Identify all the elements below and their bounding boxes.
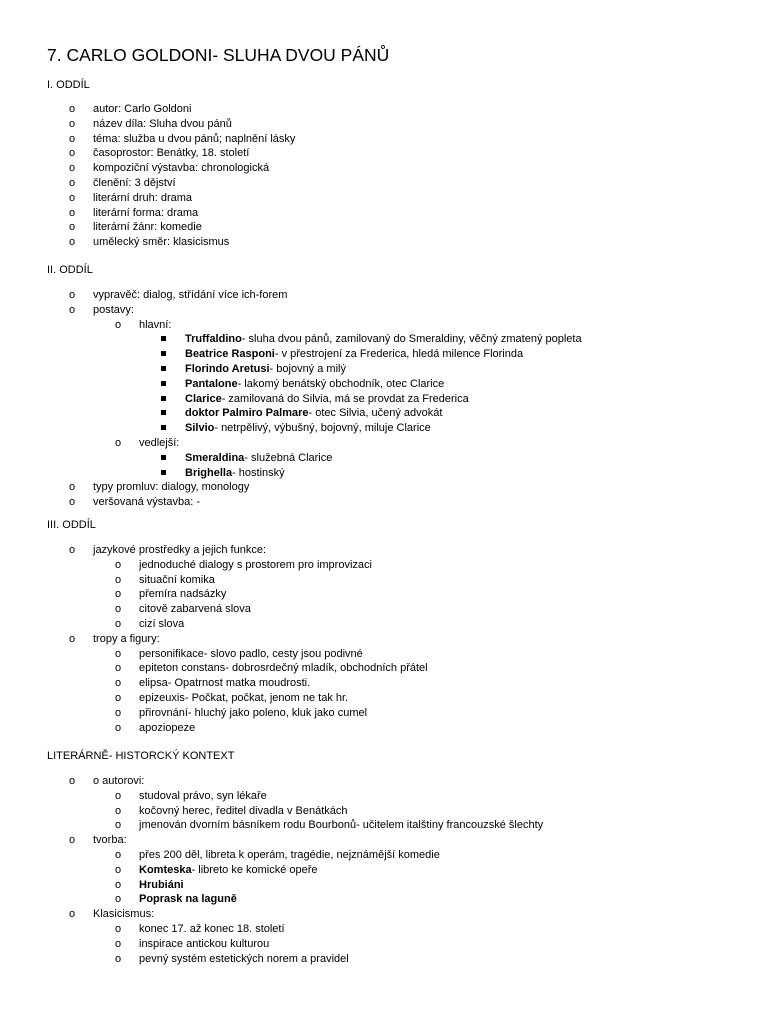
circle-bullet-icon: o bbox=[115, 937, 122, 950]
list-item: o epizeuxis- Počkat, počkat, jenom ne tak hr. bbox=[115, 691, 349, 704]
circle-bullet-icon: o bbox=[115, 878, 122, 891]
list-item: o typy promluv: dialogy, monology bbox=[69, 481, 250, 494]
circle-bullet-icon: o bbox=[69, 496, 76, 509]
circle-bullet-icon: o bbox=[115, 952, 122, 965]
circle-bullet-icon: o bbox=[115, 558, 122, 571]
circle-bullet-icon: o bbox=[69, 206, 76, 219]
list-item: o epiteton constans- dobrosrdečný mladík, obchodních přátel bbox=[115, 662, 428, 675]
circle-bullet-icon: o bbox=[115, 603, 122, 616]
character-item: Silvio- netrpělivý, výbušný, bojovný, miluje Clarice bbox=[0, 421, 768, 436]
list-item: o přirovnání- hluchý jako poleno, kluk jako cumel bbox=[115, 706, 368, 719]
list-item: o přemíra nadsázky bbox=[115, 588, 227, 601]
circle-bullet-icon: o bbox=[69, 632, 76, 645]
circle-bullet-icon: o bbox=[115, 789, 122, 802]
section-2-list bbox=[0, 288, 768, 510]
list-item: o Hrubiáni bbox=[115, 878, 184, 891]
circle-bullet-icon: o bbox=[69, 775, 76, 787]
square-bullet-icon bbox=[161, 455, 166, 462]
list-item: o kompoziční výstavba: chronologická bbox=[69, 162, 270, 175]
character-item: Beatrice Rasponi- v přestrojení za Frederica, hledá milence Florinda bbox=[0, 347, 768, 362]
circle-bullet-icon: o bbox=[115, 647, 122, 660]
character-item: Pantalone- lakomý benátský obchodník, otec Clarice bbox=[0, 377, 768, 392]
list-item: o autor: Carlo Goldoni bbox=[69, 103, 192, 115]
square-bullet-icon bbox=[161, 470, 166, 477]
list-item: o vedlejší: bbox=[115, 436, 180, 449]
list-item: o členění: 3 dějství bbox=[69, 176, 176, 189]
circle-bullet-icon: o bbox=[69, 303, 76, 316]
circle-bullet-icon: o bbox=[115, 573, 122, 586]
list-item: o název díla: Sluha dvou pánů bbox=[69, 117, 232, 130]
circle-bullet-icon: o bbox=[69, 132, 76, 145]
list-item: o Komteska- libreto ke komické opeře bbox=[115, 863, 318, 876]
character-item: Smeraldina- služebná Clarice bbox=[0, 451, 768, 466]
list-item: o veršovaná výstavba: - bbox=[69, 496, 200, 509]
character-item: Brighella- hostinský bbox=[0, 466, 768, 481]
circle-bullet-icon: o bbox=[115, 721, 122, 734]
section-4-list bbox=[0, 774, 768, 966]
square-bullet-icon bbox=[161, 396, 166, 403]
square-bullet-icon bbox=[161, 410, 166, 417]
circle-bullet-icon: o bbox=[115, 706, 122, 719]
list-item: o situační komika bbox=[115, 573, 215, 586]
section-3-list bbox=[0, 543, 768, 735]
square-bullet-icon bbox=[161, 336, 166, 343]
square-bullet-icon bbox=[161, 366, 166, 373]
list-item: o inspirace antickou kulturou bbox=[115, 937, 270, 950]
list-item: o jednoduché dialogy s prostorem pro improvizaci bbox=[115, 558, 372, 571]
circle-bullet-icon: o bbox=[115, 436, 122, 449]
circle-bullet-icon: o bbox=[115, 848, 122, 861]
circle-bullet-icon: o bbox=[69, 481, 76, 494]
list-item: o kočovný herec, ředitel divadla v Benátkách bbox=[115, 804, 348, 817]
list-item: o literární žánr: komedie bbox=[69, 221, 202, 234]
square-bullet-icon bbox=[161, 425, 166, 432]
list-item: o citově zabarvená slova bbox=[115, 603, 251, 616]
square-bullet-icon bbox=[161, 351, 166, 358]
circle-bullet-icon: o bbox=[69, 236, 76, 249]
circle-bullet-icon: o bbox=[115, 922, 122, 935]
circle-bullet-icon: o bbox=[115, 662, 122, 675]
list-item: o tropy a figury: bbox=[69, 632, 160, 645]
list-item: o jazykové prostředky a jejich funkce: bbox=[69, 544, 267, 556]
list-item: o cizí slova bbox=[115, 617, 185, 630]
circle-bullet-icon: o bbox=[115, 893, 122, 906]
list-item: o personifikace- slovo padlo, cesty jsou podivné bbox=[115, 647, 363, 660]
circle-bullet-icon: o bbox=[69, 147, 76, 160]
list-item: o hlavní: bbox=[115, 318, 172, 331]
circle-bullet-icon: o bbox=[115, 318, 122, 331]
section-1-list bbox=[0, 102, 768, 250]
character-item: Truffaldino- sluha dvou pánů, zamilovaný do Smeraldiny, věčný zmatený popleta bbox=[0, 332, 768, 347]
character-item: doktor Palmiro Palmare- otec Silvia, učený advokát bbox=[0, 406, 768, 421]
list-item: o umělecký směr: klasicismus bbox=[69, 236, 230, 249]
circle-bullet-icon: o bbox=[69, 103, 76, 115]
circle-bullet-icon: o bbox=[69, 221, 76, 234]
section-heading-2: II. ODDÍL bbox=[47, 264, 93, 276]
circle-bullet-icon: o bbox=[115, 617, 122, 630]
circle-bullet-icon: o bbox=[69, 289, 76, 301]
list-item: o vypravěč: dialog, střídání více ich-forem bbox=[69, 289, 288, 301]
list-item: o o autorovi: bbox=[69, 775, 145, 787]
circle-bullet-icon: o bbox=[115, 691, 122, 704]
circle-bullet-icon: o bbox=[69, 191, 76, 204]
circle-bullet-icon: o bbox=[115, 819, 122, 832]
list-item: o konec 17. až konec 18. století bbox=[115, 922, 285, 935]
list-item: o téma: služba u dvou pánů; naplnění lásky bbox=[69, 132, 296, 145]
character-item: Florindo Aretusi- bojovný a milý bbox=[0, 362, 768, 377]
circle-bullet-icon: o bbox=[115, 863, 122, 876]
list-item: o literární forma: drama bbox=[69, 206, 199, 219]
circle-bullet-icon: o bbox=[69, 176, 76, 189]
list-item: o studoval právo, syn lékaře bbox=[115, 789, 267, 802]
circle-bullet-icon: o bbox=[69, 908, 76, 921]
list-item: o pevný systém estetických norem a pravidel bbox=[115, 952, 349, 965]
circle-bullet-icon: o bbox=[69, 117, 76, 130]
list-item: o literární druh: drama bbox=[69, 191, 193, 204]
list-item: o přes 200 děl, libreta k operám, tragédie, nejznámější komedie bbox=[115, 848, 440, 861]
section-heading-4: LITERÁRNĚ- HISTORCKÝ KONTEXT bbox=[47, 750, 235, 762]
square-bullet-icon bbox=[161, 381, 166, 388]
document-title: 7. CARLO GOLDONI- SLUHA DVOU PÁNŮ bbox=[47, 45, 390, 65]
list-item: o elipsa- Opatrnost matka moudrosti. bbox=[115, 677, 311, 690]
section-heading-1: I. ODDÍL bbox=[47, 79, 90, 91]
list-item: o jmenován dvorním básníkem rodu Bourbonů- učitelem italštiny francouzské šlechty bbox=[115, 819, 544, 832]
circle-bullet-icon: o bbox=[69, 544, 76, 556]
list-item: o Klasicismus: bbox=[69, 908, 155, 921]
circle-bullet-icon: o bbox=[115, 677, 122, 690]
list-item: o Poprask na laguně bbox=[115, 893, 237, 906]
section-heading-3: III. ODDÍL bbox=[47, 519, 96, 531]
circle-bullet-icon: o bbox=[115, 804, 122, 817]
circle-bullet-icon: o bbox=[69, 834, 76, 847]
list-item: o postavy: bbox=[69, 303, 134, 316]
list-item: o apoziopeze bbox=[115, 721, 196, 734]
list-item: o tvorba: bbox=[69, 834, 127, 847]
circle-bullet-icon: o bbox=[115, 588, 122, 601]
character-item: Clarice- zamilovaná do Silvia, má se provdat za Frederica bbox=[0, 392, 768, 407]
circle-bullet-icon: o bbox=[69, 162, 76, 175]
list-item: o časoprostor: Benátky, 18. století bbox=[69, 147, 250, 160]
